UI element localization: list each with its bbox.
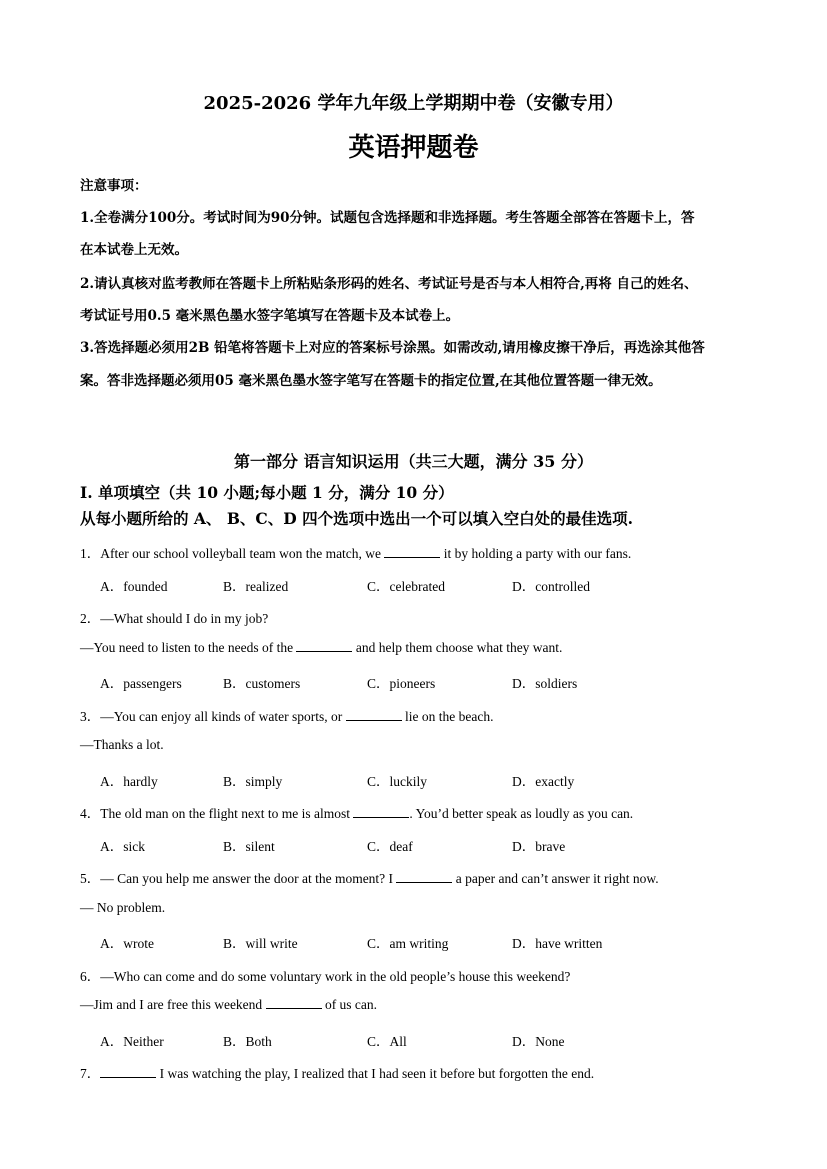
option-c: C．pioneers: [367, 676, 436, 691]
notice-line-1: 1.全卷满分100分。考试时间为90分钟。试题包含选择题和非选择题。考生答题全部答在答题卡上，答: [80, 210, 695, 226]
option-c: C．All: [367, 1034, 407, 1049]
option-a: A．passengers: [100, 676, 182, 691]
option-d: D．soldiers: [512, 676, 578, 691]
notice-line-6: 案。答非选择题必须用05 毫米黑色墨水签字笔写在答题卡的指定位置,在其他位置答题一律无效。: [80, 373, 662, 389]
answer-blank: [346, 719, 402, 721]
option-d: D．None: [512, 1034, 565, 1049]
option-b: B．customers: [223, 676, 301, 691]
question-1: [80, 542, 631, 562]
option-c: C．deaf: [367, 839, 413, 854]
option-d: D．controlled: [512, 579, 590, 594]
answer-blank: [266, 1007, 322, 1009]
question-5-stem-end: a paper and can’t answer it right now.: [455, 871, 659, 886]
option-b: B．silent: [223, 839, 275, 854]
option-b: B．Both: [223, 1034, 272, 1049]
question-7: [80, 1062, 594, 1082]
option-a: A．founded: [100, 579, 168, 594]
question-4-stem-end: . You’d better speak as loudly as you can.: [409, 806, 634, 821]
option-c: C．am writing: [367, 936, 449, 951]
option-a: A．hardly: [100, 774, 158, 789]
question-3-stem-end: lie on the beach.: [404, 709, 494, 724]
option-c: C．celebrated: [367, 579, 445, 594]
question-6-reply: [80, 997, 377, 1013]
notice-line-3: 2.请认真核对监考教师在答题卡上所粘贴条形码的姓名、考试证号是否与本人相符合,再将 自己的姓名、: [80, 276, 698, 292]
question-5: [80, 867, 659, 887]
exam-title: 2025-2026 学年九年级上学期期中卷（安徽专用）: [203, 93, 624, 114]
question-7-stem: I was watching the play, I realized that I had seen it before but forgotten the end.: [159, 1066, 595, 1081]
answer-blank: [384, 556, 440, 558]
question-4-stem: 4．The old man on the flight next to me is almost: [80, 806, 350, 821]
question-5-reply: — No problem.: [80, 900, 166, 915]
question-3-reply: —Thanks a lot.: [80, 737, 164, 752]
notice-line-2: 在本试卷上无效。: [80, 242, 188, 258]
question-3-stem: 3．—You can enjoy all kinds of water sports, or: [80, 709, 343, 724]
part-title: 第一部分 语言知识运用（共三大题，满分 35 分）: [234, 452, 593, 471]
notice-line-4: 考试证号用0.5 毫米黑色墨水签字笔填写在答题卡及本试卷上。: [80, 308, 460, 324]
question-5-stem: 5．— Can you help me answer the door at the moment? I: [80, 871, 394, 886]
notice-line-5: 3.答选择题必须用2B 铅笔将答题卡上对应的答案标号涂黑。如需改动,请用橡皮擦干净后，再选涂其他答: [80, 340, 705, 356]
notice-heading: 注意事项：: [80, 178, 148, 194]
option-a: A．sick: [100, 839, 145, 854]
answer-blank: [296, 650, 352, 652]
question-6-stem-end: of us can.: [324, 997, 378, 1012]
question-3: [80, 705, 493, 725]
question-2-reply: [80, 640, 562, 656]
section-title: I. 单项填空（共 10 小题;每小题 1 分，满分 10 分）: [80, 483, 454, 502]
exam-subtitle: 英语押题卷: [348, 133, 479, 163]
answer-blank: [396, 881, 452, 883]
question-1-stem: 1．After our school volleyball team won the match, we: [80, 546, 382, 561]
question-2: 2．—What should I do in my job?: [80, 611, 269, 626]
option-d: D．have written: [512, 936, 603, 951]
option-d: D．brave: [512, 839, 566, 854]
option-d: D．exactly: [512, 774, 575, 789]
question-2-stem: —You need to listen to the needs of the: [80, 640, 294, 655]
option-b: B．realized: [223, 579, 289, 594]
answer-blank: [353, 816, 409, 818]
question-4: [80, 802, 633, 822]
question-6: 6．—Who can come and do some voluntary work in the old people’s house this weekend?: [80, 969, 571, 984]
option-a: A．Neither: [100, 1034, 164, 1049]
question-2-stem-end: and help them choose what they want.: [355, 640, 563, 655]
question-7-number: 7．: [80, 1066, 101, 1081]
option-b: B．will write: [223, 936, 298, 951]
option-a: A．wrote: [100, 936, 154, 951]
question-6-stem: —Jim and I are free this weekend: [80, 997, 263, 1012]
option-c: C．luckily: [367, 774, 427, 789]
option-b: B．simply: [223, 774, 283, 789]
question-1-stem-end: it by holding a party with our fans.: [443, 546, 632, 561]
answer-blank: [100, 1076, 156, 1078]
section-instruction: 从每小题所给的 A、 B、C、D 四个选项中选出一个可以填入空白处的最佳选项.: [80, 509, 633, 528]
